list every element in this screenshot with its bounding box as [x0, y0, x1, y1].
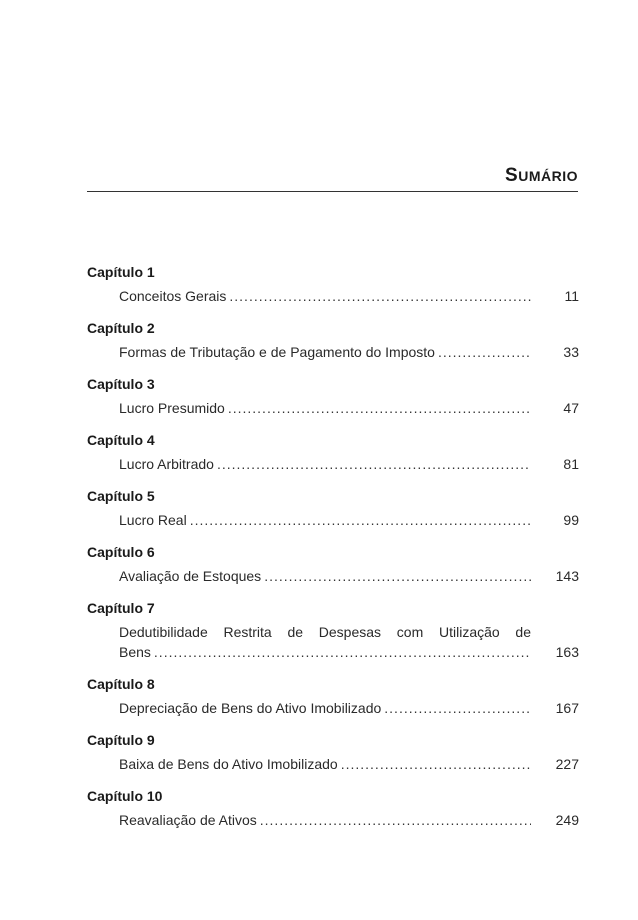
entry-page-number: 33 — [563, 344, 579, 360]
toc-entry[interactable] — [87, 622, 579, 662]
page-title-rest: UMÁRIO — [518, 168, 578, 184]
chapter-label: Capítulo 8 — [87, 676, 155, 692]
toc-chapter-10 — [87, 788, 579, 830]
entry-page-number: 227 — [555, 756, 579, 772]
entry-page-number: 99 — [563, 512, 579, 528]
toc-chapter-1 — [87, 264, 579, 306]
chapter-label: Capítulo 3 — [87, 376, 155, 392]
toc-chapter-4 — [87, 432, 579, 474]
entry-title-line-2: Bens — [119, 644, 151, 660]
toc-entry[interactable] — [87, 454, 579, 474]
toc-entry[interactable] — [87, 342, 579, 362]
chapter-label: Capítulo 5 — [87, 488, 155, 504]
entry-page-number: 249 — [555, 812, 579, 828]
entry-title: Conceitos Gerais — [119, 288, 227, 304]
dot-leader — [154, 642, 531, 662]
entry-page-number: 11 — [564, 288, 579, 304]
entry-title-line-1: Dedutibilidade Restrita de Despesas com Utilização de — [119, 624, 531, 640]
dot-leader — [217, 454, 531, 474]
entry-page-number: 47 — [563, 400, 579, 416]
page-title — [505, 166, 578, 185]
toc-chapter-3 — [87, 376, 579, 418]
entry-title: Depreciação de Bens do Ativo Imobilizado — [119, 700, 382, 716]
entry-page-number: 163 — [555, 644, 579, 660]
toc-chapter-5 — [87, 488, 579, 530]
entry-title: Lucro Real — [119, 512, 187, 528]
toc-entry[interactable] — [87, 698, 579, 718]
entry-title: Lucro Presumido — [119, 400, 225, 416]
title-divider — [87, 191, 578, 192]
entry-title: Lucro Arbitrado — [119, 456, 214, 472]
toc-entry[interactable] — [87, 286, 579, 306]
dot-leader — [190, 510, 531, 530]
page-title-first-letter: S — [505, 165, 519, 186]
toc-chapter-6 — [87, 544, 579, 586]
toc-chapter-7 — [87, 600, 579, 662]
dot-leader — [228, 398, 531, 418]
chapter-label: Capítulo 2 — [87, 320, 155, 336]
dot-leader — [229, 286, 531, 306]
entry-page-number: 143 — [555, 568, 579, 584]
toc-entry[interactable] — [87, 398, 579, 418]
toc-entry[interactable] — [87, 754, 579, 774]
chapter-label: Capítulo 10 — [87, 788, 163, 804]
dot-leader — [341, 754, 531, 774]
entry-title: Reavaliação de Ativos — [119, 812, 257, 828]
toc-entry[interactable] — [87, 566, 579, 586]
chapter-label: Capítulo 9 — [87, 732, 155, 748]
chapter-label: Capítulo 7 — [87, 600, 155, 616]
entry-page-number: 167 — [555, 700, 579, 716]
chapter-label: Capítulo 4 — [87, 432, 155, 448]
toc-chapter-2 — [87, 320, 579, 362]
dot-leader — [264, 566, 531, 586]
dot-leader — [260, 810, 531, 830]
entry-title: Formas de Tributação e de Pagamento do Imposto — [119, 344, 435, 360]
toc-entry[interactable] — [87, 510, 579, 530]
chapter-label: Capítulo 6 — [87, 544, 155, 560]
entry-title: Avaliação de Estoques — [119, 568, 262, 584]
chapter-label: Capítulo 1 — [87, 264, 155, 280]
table-of-contents — [87, 264, 579, 844]
dot-leader — [384, 698, 531, 718]
toc-entry[interactable] — [87, 810, 579, 830]
toc-chapter-8 — [87, 676, 579, 718]
entry-title: Baixa de Bens do Ativo Imobilizado — [119, 756, 338, 772]
dot-leader — [438, 342, 531, 362]
entry-page-number: 81 — [563, 456, 579, 472]
toc-chapter-9 — [87, 732, 579, 774]
